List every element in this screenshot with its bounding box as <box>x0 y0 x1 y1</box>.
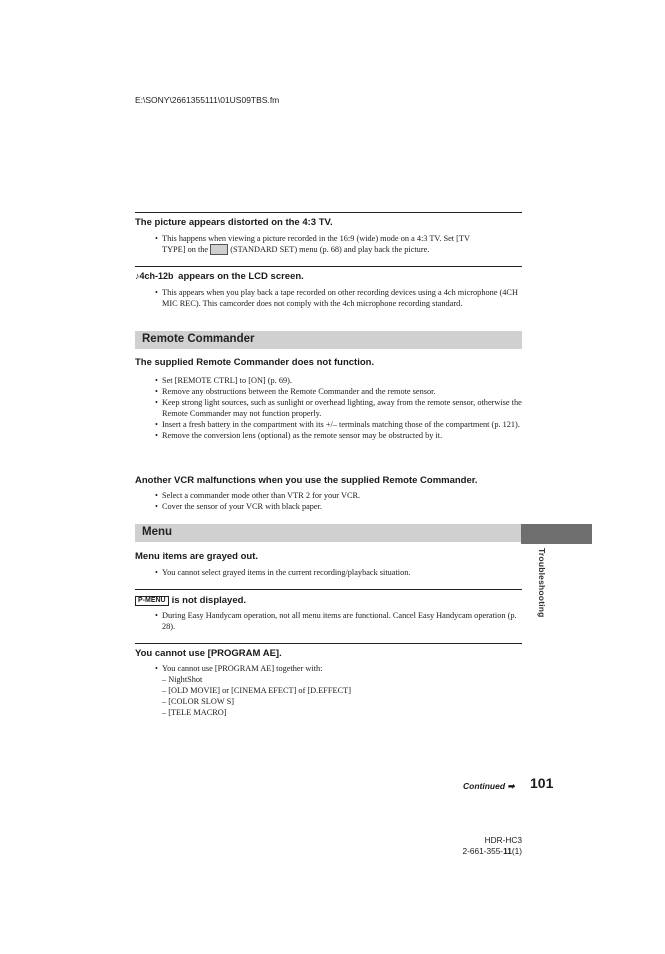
file-path: E:\SONY\2661355111\01US09TBS.fm <box>135 95 280 105</box>
bullets-grayed <box>155 567 523 578</box>
heading-4ch: ♪4ch-12b appears on the LCD screen. <box>135 271 304 282</box>
arrow-right-icon: ➡ <box>507 781 515 791</box>
section-divider <box>135 212 522 213</box>
list-item: • Keep strong light sources, such as sunlight or overhead lighting, away from the remote sensor, otherwise the Remote Commander may not function properly. <box>155 397 523 419</box>
list-item: • You cannot use [PROGRAM AE] together with: <box>155 663 523 674</box>
bullets-program-ae <box>155 663 523 718</box>
list-subitem: – NightShot <box>162 675 203 684</box>
p-menu-icon: P-MENU <box>135 596 169 606</box>
list-item: • Select a commander mode other than VTR 2 for your VCR. <box>155 490 523 501</box>
list-item: • Remove the conversion lens (optional) as the remote sensor may be obstructed by it. <box>155 430 523 441</box>
list-subitem: – [OLD MOVIE] or [CINEMA EFECT] of [D.EFFECT] <box>162 686 351 695</box>
list-item: • You cannot select grayed items in the current recording/playback situation. <box>155 567 523 578</box>
chapter-tab <box>521 524 592 544</box>
model-info: HDR-HC3 2-661-355-11(1) <box>462 835 522 856</box>
list-item: • This happens when viewing a picture recorded in the 16:9 (wide) mode on a 4:3 TV. Set [TV TYPE] on the (STANDARD SET) menu (p. 68) and play back the picture. <box>155 233 523 255</box>
bullets-distorted <box>155 233 523 255</box>
bullets-remote <box>155 375 523 441</box>
heading-pmenu: P-MENU is not displayed. <box>135 595 246 606</box>
list-subitem: – [TELE MACRO] <box>162 708 227 717</box>
section-divider <box>135 266 522 267</box>
continued-label: Continued ➡ <box>463 781 515 791</box>
heading-remote: The supplied Remote Commander does not function. <box>135 357 375 368</box>
section-band-menu: Menu <box>135 524 522 542</box>
section-divider <box>135 643 522 644</box>
section-band-remote-commander: Remote Commander <box>135 331 522 349</box>
chapter-tab-label: Troubleshooting <box>537 548 547 618</box>
heading-program-ae: You cannot use [PROGRAM AE]. <box>135 648 282 659</box>
list-item: • This appears when you play back a tape recorded on other recording devices using a 4ch microphone (4CH MIC REC). This camcorder does not comply with the 4ch microphone recording standard. <box>155 287 523 309</box>
heading-distorted: The picture appears distorted on the 4:3 TV. <box>135 217 333 228</box>
bullets-pmenu <box>155 610 523 632</box>
heading-grayed: Menu items are grayed out. <box>135 551 259 562</box>
bullets-4ch <box>155 287 523 309</box>
standard-set-menu-icon <box>210 244 228 255</box>
page-number: 101 <box>530 775 554 791</box>
4ch-audio-icon: ♪4ch-12b <box>135 271 174 281</box>
list-item: • Set [REMOTE CTRL] to [ON] (p. 69). <box>155 375 523 386</box>
list-subitem: – [COLOR SLOW S] <box>162 697 234 706</box>
list-item: • Remove any obstructions between the Remote Commander and the remote sensor. <box>155 386 523 397</box>
section-divider <box>135 589 522 590</box>
bullets-vcr <box>155 490 523 512</box>
list-item: • During Easy Handycam operation, not all menu items are functional. Cancel Easy Handycam operation (p. 28). <box>155 610 523 632</box>
list-item: • Cover the sensor of your VCR with black paper. <box>155 501 523 512</box>
list-item: • Insert a fresh battery in the compartment with its +/– terminals matching those of the compartment (p. 121). <box>155 419 523 430</box>
heading-vcr: Another VCR malfunctions when you use the supplied Remote Commander. <box>135 475 478 486</box>
